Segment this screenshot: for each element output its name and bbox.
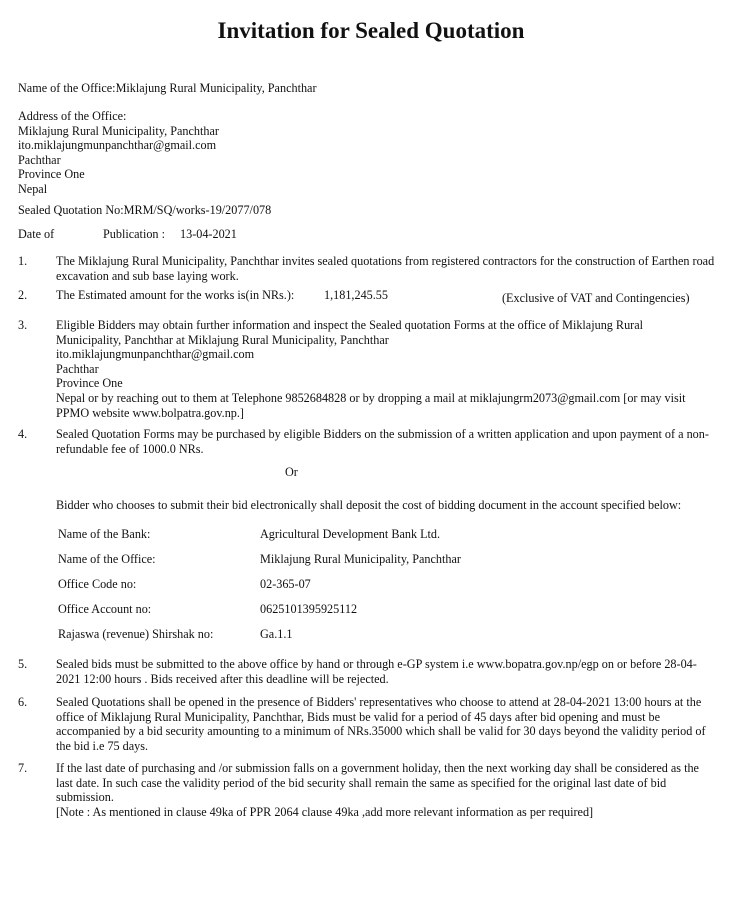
item-number: 4.	[18, 427, 28, 441]
item-number: 5.	[18, 657, 28, 671]
item-6-text: Sealed Quotations shall be opened in the presence of Bidders' representatives who choose to attend at 28-04-2021 13:00 hours at the office of Miklajung Rural Municipality, Panchthar, Bids must be valid for a period of 45 days after bid opening and must be accompanied by a bid security amounting to a minimum of NRs.35000 which shall be valid for 30 days beyond the validity period of the bid i.e 75 days.	[56, 695, 706, 753]
bank-detail-label: Name of the Office:	[58, 552, 156, 566]
item-number: 6.	[18, 695, 28, 709]
item-4-text: Sealed Quotation Forms may be purchased by eligible Bidders on the submission of a written application and upon payment of a non-refundable fee of 1000.0 NRs.	[56, 427, 709, 456]
bank-detail-value: Ga.1.1	[260, 627, 293, 641]
bank-detail-row	[58, 627, 698, 643]
item-number: 3.	[18, 318, 28, 332]
item-number: 7.	[18, 761, 28, 775]
item-number: 1.	[18, 254, 28, 268]
bank-detail-row	[58, 552, 698, 568]
publication-date	[18, 227, 418, 243]
estimated-amount-label: The Estimated amount for the works is(in NRs.):	[56, 288, 295, 302]
quotation-number: Sealed Quotation No:MRM/SQ/works-19/2077/078	[18, 203, 272, 217]
item-2	[56, 288, 718, 306]
item-3-line: PPMO website www.bolpatra.gov.np.]	[56, 405, 244, 420]
address-line: Province One	[18, 167, 85, 182]
address-heading: Address of the Office:	[18, 109, 127, 123]
item-3-line: Nepal or by reaching out to them at Telephone 9852684828 or by dropping a mail at miklajungrm2073@gmail.com [or may visit	[56, 390, 686, 405]
office-name: Name of the Office:Miklajung Rural Municipality, Panchthar	[18, 81, 317, 95]
electronic-bid-text: Bidder who chooses to submit their bid electronically shall deposit the cost of bidding document in the account specified below:	[56, 498, 682, 512]
publication-label: Date of	[18, 227, 55, 241]
item-1-text: The Miklajung Rural Municipality, Panchthar invites sealed quotations from registered contractors for the construction of Earthen road excavation and sub base laying work.	[56, 254, 715, 283]
page-title: Invitation for Sealed Quotation	[217, 18, 525, 43]
item-7-text: If the last date of purchasing and /or submission falls on a government holiday, then the next working day shall be considered as the last date. In such case the validity period of the bid security shall remain the same as specified for the original last date of bid submission.	[56, 761, 699, 805]
estimated-amount-value: 1,181,245.55	[324, 288, 388, 302]
bank-detail-row	[58, 602, 698, 618]
publication-label: Publication :	[103, 227, 165, 241]
item-number: 2.	[18, 288, 28, 302]
address-line: Pachthar	[18, 152, 61, 167]
office-address	[18, 109, 219, 197]
address-line: Nepal	[18, 181, 48, 196]
bank-detail-value: Agricultural Development Bank Ltd.	[260, 527, 441, 541]
vat-note: (Exclusive of VAT and Contingencies)	[502, 291, 690, 305]
address-line: Miklajung Rural Municipality, Panchthar	[18, 123, 219, 138]
bank-detail-value: 02-365-07	[260, 577, 311, 591]
item-3-line: Municipality, Panchthar at Miklajung Rural Municipality, Panchthar	[56, 332, 389, 347]
bank-detail-label: Name of the Bank:	[58, 527, 151, 541]
bank-detail-row	[58, 527, 698, 543]
item-3-line: Pachthar	[56, 361, 99, 376]
item-7-note: [Note : As mentioned in clause 49ka of PPR 2064 clause 49ka ,add more relevant information as per required]	[56, 804, 594, 819]
item-7	[56, 761, 718, 819]
bank-detail-label: Office Account no:	[58, 602, 152, 616]
item-3-line: Eligible Bidders may obtain further information and inspect the Sealed quotation Forms at the office of Miklajung Rural	[56, 318, 644, 332]
item-3-line: ito.miklajungmunpanchthar@gmail.com	[56, 347, 255, 362]
bank-detail-row	[58, 577, 698, 593]
item-5-text: Sealed bids must be submitted to the above office by hand or through e-GP system i.e www.bopatra.gov.np/egp on or before 28-04-2021 12:00 hours . Bids received after this deadline will be rejected.	[56, 657, 697, 686]
publication-date-value: 13-04-2021	[180, 227, 237, 241]
bank-detail-label: Rajaswa (revenue) Shirshak no:	[58, 627, 214, 641]
or-separator: Or	[285, 465, 298, 479]
item-3-line: Province One	[56, 376, 123, 391]
address-line: ito.miklajungmunpanchthar@gmail.com	[18, 138, 217, 153]
bank-detail-value: Miklajung Rural Municipality, Panchthar	[260, 552, 461, 566]
bank-detail-value: 0625101395925112	[260, 602, 358, 616]
item-3-text	[56, 318, 718, 420]
bank-detail-label: Office Code no:	[58, 577, 137, 591]
